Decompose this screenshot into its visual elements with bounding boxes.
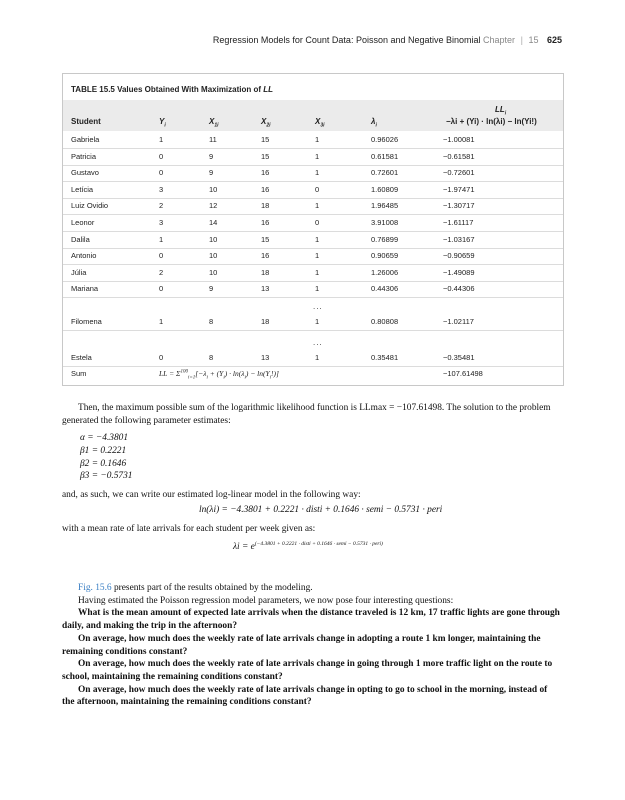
cell-student: Antonio <box>71 251 97 261</box>
cell-x2i: 18 <box>261 317 270 326</box>
cell-yi: 3 <box>159 184 164 194</box>
equation-exponent: (−4.3801 + 0.2221 · disti + 0.1646 · semi − 0.5731 · peri) <box>254 541 383 547</box>
cell-x3i: 1 <box>315 234 320 244</box>
paragraph-llmax: Then, the maximum possible sum of the logarithmic likelihood function is LLmax = −107.61498. The solution to the problem generated the following parameter estimates: <box>62 403 551 426</box>
cell-x3i: 1 <box>315 317 320 326</box>
figure-reference-link[interactable]: Fig. 15.6 <box>78 583 112 593</box>
cell-ll: −1.03167 <box>443 234 475 244</box>
cell-ll: −0.44306 <box>443 284 475 294</box>
cell-yi: 3 <box>159 218 164 227</box>
col-yi: $Y_i$ <box>159 117 166 129</box>
sum-label: Sum <box>71 369 87 378</box>
question-2: On average, how much does the weekly rate of late arrivals change in adopting a route 1 km longer, maintaining the remaining conditions constant? <box>62 633 541 657</box>
cell-x1i: 9 <box>209 168 214 178</box>
cell-student: Filomena <box>71 317 102 326</box>
table-row <box>63 149 563 166</box>
cell-student: Dalila <box>71 234 90 244</box>
cell-yi: 0 <box>159 251 164 261</box>
cell-student: Patricia <box>71 151 97 161</box>
cell-x3i: 1 <box>315 201 320 211</box>
cell-lambda: 0.44306 <box>371 284 399 294</box>
cell-yi: 2 <box>159 201 164 211</box>
cell-x1i: 9 <box>209 151 214 161</box>
paragraph-results: Fig. 15.6 presents part of the results obtained by the modeling. Having estimated the Poisson regression model parameters, we now pose four interesting questions: What is the mean amount of expected late arrivals when the distance traveled is 12 km, 17 traffic lights are gone through daily, and making the trip in the afternoon? On average, how much does the weekly rate of late arrivals change in adopting a route 1 km longer, maintaining the remaining conditions constant? On average, how much does the weekly rate of late arrivals change in going through 1 more traffic light on the route to school, maintaining the remaining conditions constant? On average, how much does the weekly rate of late arrivals change in opting to go to school in the morning, instead of the afternoon, maintaining the remaining conditions constant? <box>62 582 562 709</box>
col-student: Student <box>71 117 101 126</box>
running-header <box>0 35 562 45</box>
cell-lambda: 1.26006 <box>371 267 399 277</box>
estimate-alpha: α = −4.3801 <box>80 433 129 443</box>
paragraph-rate-intro: with a mean rate of late arrivals for each student per week given as: <box>62 524 316 534</box>
question-4: On average, how much does the weekly rate of late arrivals change in opting to go to school in the morning, instead of the afternoon, maintaining the remaining conditions constant? <box>62 684 548 708</box>
cell-lambda: 3.91008 <box>371 218 399 227</box>
cell-x2i: 16 <box>261 251 270 261</box>
cell-ll: −1.00081 <box>443 135 475 144</box>
table-row <box>63 215 563 232</box>
cell-lambda: 0.72601 <box>371 168 399 178</box>
cell-student: Gabriela <box>71 135 100 144</box>
cell-x2i: 13 <box>261 284 270 294</box>
cell-student: Leonor <box>71 218 95 227</box>
table-row <box>63 281 563 298</box>
col-ll-formula: −λi + (Yi) · ln(λi) − ln(Yi!) <box>446 117 537 126</box>
table-row <box>63 314 563 331</box>
cell-x3i: 1 <box>315 284 320 294</box>
cell-x1i: 12 <box>209 201 218 211</box>
table-row <box>63 248 563 265</box>
cell-yi: 0 <box>159 151 164 161</box>
cell-student: Mariana <box>71 284 99 294</box>
cell-lambda: 0.61581 <box>371 151 399 161</box>
cell-ll: −1.30717 <box>443 201 475 211</box>
header-separator: | <box>520 35 523 45</box>
cell-x2i: 16 <box>261 218 270 227</box>
cell-x2i: 18 <box>261 267 270 277</box>
estimate-beta2: β2 = 0.1646 <box>80 459 127 469</box>
ellipsis: ... <box>313 338 323 347</box>
cell-lambda: 0.76899 <box>371 234 399 244</box>
table-header <box>63 100 563 131</box>
cell-x1i: 8 <box>209 353 214 362</box>
cell-x1i: 14 <box>209 218 218 227</box>
col-lambda: $\lambda_i$ <box>371 117 377 129</box>
cell-student: Estela <box>71 353 92 362</box>
cell-ll: −0.61581 <box>443 151 475 161</box>
cell-ll: −1.02117 <box>443 317 474 326</box>
cell-ll: −1.61117 <box>443 218 474 227</box>
equation-rate: $\lambda i = e^{(-4.3801 + 0.2221 \cdot disti + 0.1646 \cdot semi - 0.5731 \cdot peri)}$ <box>233 541 383 553</box>
cell-lambda: 0.35481 <box>371 353 399 362</box>
cell-student: Júlia <box>71 267 87 277</box>
cell-yi: 2 <box>159 267 164 277</box>
paragraph-model-intro: and, as such, we can write our estimated log-linear model in the following way: <box>62 490 361 500</box>
cell-x3i: 0 <box>315 218 320 227</box>
cell-x3i: 1 <box>315 267 320 277</box>
cell-ll: −0.35481 <box>443 353 475 362</box>
cell-student: Gustavo <box>71 168 99 178</box>
cell-lambda: 0.90659 <box>371 251 399 261</box>
equation-log-linear: ln(λi) = −4.3801 + 0.2221 · disti + 0.1646 · semi − 0.5731 · peri <box>199 505 443 515</box>
cell-lambda: 0.96026 <box>371 135 399 144</box>
cell-x2i: 16 <box>261 184 270 194</box>
results-table <box>62 73 564 386</box>
page-number: 625 <box>546 35 562 45</box>
sum-formula: LL = $\Sigma^{100}_{i=1}[-\lambda_i + (Y_i) \cdot \ln(\lambda_i) - \ln(Y_i!)]$ <box>159 369 279 381</box>
col-x1i: $X_{1i}$ <box>209 117 219 129</box>
estimate-beta3: β3 = −0.5731 <box>80 471 133 481</box>
cell-x3i: 0 <box>315 184 320 194</box>
sum-row <box>63 365 563 381</box>
cell-x1i: 10 <box>209 234 218 244</box>
chapter-label: Chapter <box>483 35 516 45</box>
table-caption: TABLE 15.5 Values Obtained With Maximization of LL <box>71 85 274 94</box>
cell-yi: 0 <box>159 168 164 178</box>
cell-ll: −1.97471 <box>443 184 475 194</box>
table-row <box>63 132 563 149</box>
table-row <box>63 232 563 249</box>
cell-x1i: 8 <box>209 317 214 326</box>
cell-student: Luiz Ovidio <box>71 201 109 211</box>
sum-value: −107.61498 <box>443 369 483 378</box>
col-x3i: $X_{3i}$ <box>315 117 325 129</box>
cell-x2i: 18 <box>261 201 270 211</box>
cell-x1i: 10 <box>209 184 218 194</box>
question-1: What is the mean amount of expected late arrivals when the distance traveled is 12 km, 17 traffic lights are gone through daily, and making the trip in the afternoon? <box>62 608 560 632</box>
chapter-number: 15 <box>528 35 539 45</box>
table-row <box>63 182 563 199</box>
cell-x2i: 15 <box>261 151 270 161</box>
cell-x1i: 10 <box>209 267 218 277</box>
cell-x3i: 1 <box>315 168 320 178</box>
cell-x3i: 1 <box>315 353 320 362</box>
cell-ll: −0.90659 <box>443 251 475 261</box>
cell-yi: 1 <box>159 135 164 144</box>
cell-x2i: 16 <box>261 168 270 178</box>
cell-x2i: 15 <box>261 234 270 244</box>
table-row <box>63 265 563 282</box>
cell-x3i: 1 <box>315 135 320 144</box>
cell-yi: 1 <box>159 317 164 326</box>
cell-lambda: 0.80808 <box>371 317 399 326</box>
cell-x3i: 1 <box>315 251 320 261</box>
cell-x2i: 15 <box>261 135 270 144</box>
cell-x1i: 11 <box>209 135 217 144</box>
estimate-beta1: β1 = 0.2221 <box>80 446 127 456</box>
cell-student: Letícia <box>71 184 94 194</box>
cell-lambda: 1.96485 <box>371 201 399 211</box>
cell-x1i: 10 <box>209 251 218 261</box>
cell-x3i: 1 <box>315 151 320 161</box>
cell-yi: 1 <box>159 234 164 244</box>
cell-x2i: 13 <box>261 353 270 362</box>
table-row <box>63 165 563 182</box>
cell-ll: −0.72601 <box>443 168 475 178</box>
cell-lambda: 1.60809 <box>371 184 399 194</box>
ellipsis: ... <box>313 302 323 311</box>
cell-x1i: 9 <box>209 284 214 294</box>
cell-yi: 0 <box>159 284 164 294</box>
col-ll-top: $LL_i$ <box>495 105 507 117</box>
col-x2i: $X_{2i}$ <box>261 117 271 129</box>
running-title: Regression Models for Count Data: Poisson and Negative Binomial <box>212 35 481 45</box>
cell-ll: −1.49089 <box>443 267 475 277</box>
question-3: On average, how much does the weekly rate of late arrivals change in going through 1 more traffic light on the route to school, maintaining the remaining conditions constant? <box>62 659 553 682</box>
table-row <box>63 198 563 215</box>
cell-yi: 0 <box>159 353 164 362</box>
